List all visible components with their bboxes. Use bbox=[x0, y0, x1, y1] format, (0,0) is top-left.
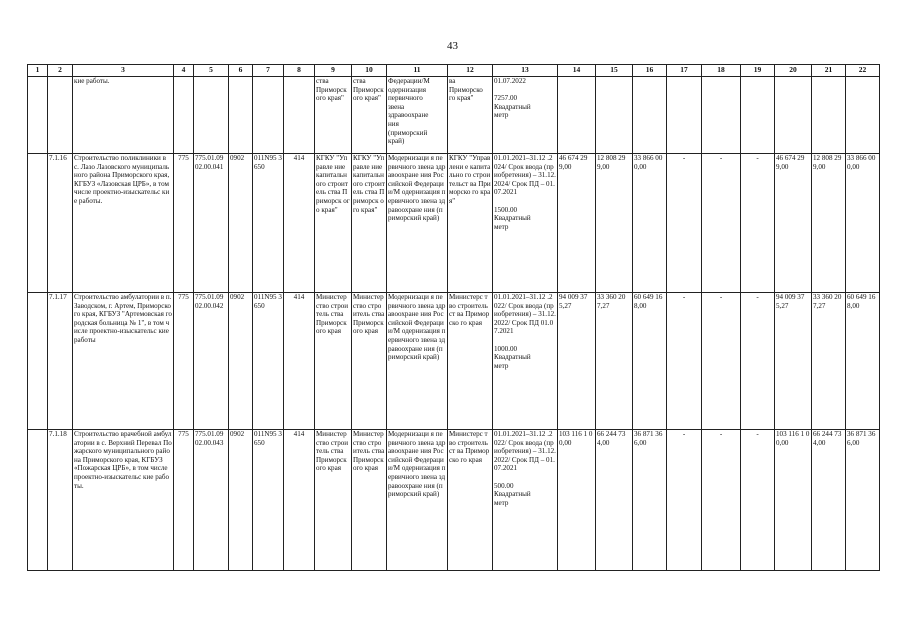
table-row bbox=[28, 430, 880, 571]
header-cell: 14 bbox=[558, 65, 596, 77]
cell-col10: Министер ство строитель ства Приморск ого края bbox=[352, 430, 387, 571]
header-cell: 13 bbox=[493, 65, 558, 77]
header-cell: 12 bbox=[448, 65, 493, 77]
cell-col6 bbox=[229, 77, 253, 154]
cell-col6: 0902 bbox=[229, 430, 253, 571]
cell-col8: 414 bbox=[284, 430, 315, 571]
cell-col5: 775.01.09 02.00.041 bbox=[194, 154, 229, 293]
cell-col1 bbox=[28, 430, 48, 571]
table-row bbox=[28, 293, 880, 430]
cell-col19: - bbox=[741, 293, 775, 430]
cell-col17: - bbox=[667, 154, 702, 293]
header-cell: 11 bbox=[387, 65, 448, 77]
header-cell: 6 bbox=[229, 65, 253, 77]
cell-col20 bbox=[775, 77, 812, 154]
header-cell: 8 bbox=[284, 65, 315, 77]
cell-col18: - bbox=[702, 293, 741, 430]
header-cell: 18 bbox=[702, 65, 741, 77]
cell-col22 bbox=[846, 77, 880, 154]
continuation-row bbox=[28, 77, 880, 154]
cell-col5: 775.01.09 02.00.042 bbox=[194, 293, 229, 430]
cell-col9: Министер ство строитель ства Приморск ого края bbox=[315, 293, 352, 430]
cell-col6: 0902 bbox=[229, 293, 253, 430]
cell-col4: 775 bbox=[174, 430, 194, 571]
cell-col10: Министер ство строитель ства Приморск ого края bbox=[352, 293, 387, 430]
cell-col22: 36 871 36 6,00 bbox=[846, 430, 880, 571]
header-cell: 21 bbox=[812, 65, 846, 77]
cell-col15: 66 244 73 4,00 bbox=[596, 430, 633, 571]
cell-col15 bbox=[596, 77, 633, 154]
cell-col2 bbox=[48, 77, 73, 154]
cell-col19 bbox=[741, 77, 775, 154]
header-cell: 15 bbox=[596, 65, 633, 77]
cell-object-name: Строительство амбулатории в п. Заводском, г. Артем, Приморского края, КГБУЗ "Артемовская городская больница № 1", в том числе проектно-изыскательс кие работы bbox=[73, 293, 174, 430]
cell-col14 bbox=[558, 77, 596, 154]
cell-col14: 94 009 37 5,27 bbox=[558, 293, 596, 430]
cell-item-number: 7.1.16 bbox=[48, 154, 73, 293]
cell-col21: 33 360 20 7,27 bbox=[812, 293, 846, 430]
header-cell: 4 bbox=[174, 65, 194, 77]
cell-col12: КГКУ "Управлени е капитально го строительст ва Приморско го края" bbox=[448, 154, 493, 293]
cell-col1 bbox=[28, 154, 48, 293]
cell-object-name: Строительство врачебной амбулатории в с. Верхний Перевал Пожарского муниципального района Приморского края, КГБУЗ «Пожарская ЦРБ», в том числе проектно-изыскательс кие работы. bbox=[73, 430, 174, 571]
header-cell: 2 bbox=[48, 65, 73, 77]
cell-col21: 66 244 73 4,00 bbox=[812, 430, 846, 571]
cell-col21 bbox=[812, 77, 846, 154]
cell-col8: 414 bbox=[284, 154, 315, 293]
header-cell: 20 bbox=[775, 65, 812, 77]
cell-col21: 12 808 29 9,00 bbox=[812, 154, 846, 293]
header-cell: 3 bbox=[73, 65, 174, 77]
cell-col20: 46 674 29 9,00 bbox=[775, 154, 812, 293]
header-cell: 17 bbox=[667, 65, 702, 77]
cell-col7 bbox=[253, 77, 284, 154]
cell-col17: - bbox=[667, 293, 702, 430]
cell-col12: ва Приморско го края" bbox=[448, 77, 493, 154]
cell-col16 bbox=[633, 77, 667, 154]
header-cell: 7 bbox=[253, 65, 284, 77]
cell-item-number: 7.1.18 bbox=[48, 430, 73, 571]
cell-col6: 0902 bbox=[229, 154, 253, 293]
cell-col9: ства Приморск ого края" bbox=[315, 77, 352, 154]
header-cell: 19 bbox=[741, 65, 775, 77]
cell-col11: Модернизаци я первичного звена здравоохране ния Российской Федерации/М одернизация первичного звена здравоохране ния (приморский край) bbox=[387, 154, 448, 293]
header-cell: 16 bbox=[633, 65, 667, 77]
cell-col5 bbox=[194, 77, 229, 154]
cell-col9: Министер ство строитель ства Приморск ого края bbox=[315, 430, 352, 571]
cell-col20: 94 009 37 5,27 bbox=[775, 293, 812, 430]
cell-col12: Министерс тво строительст ва Приморско го края bbox=[448, 430, 493, 571]
header-cell: 1 bbox=[28, 65, 48, 77]
cell-col10: КГКУ "Управле ние капитальн ого строитель ства Приморск ого края" bbox=[352, 154, 387, 293]
cell-col17: - bbox=[667, 430, 702, 571]
cell-col7: 011N95 3650 bbox=[253, 154, 284, 293]
cell-col5: 775.01.09 02.00.043 bbox=[194, 430, 229, 571]
cell-col11: Модернизаци я первичного звена здравоохране ния Российской Федерации/М одернизация первичного звена здравоохране ния (приморский край) bbox=[387, 430, 448, 571]
cell-col16: 36 871 36 6,00 bbox=[633, 430, 667, 571]
cell-col16: 33 866 00 0,00 bbox=[633, 154, 667, 293]
cell-col14: 103 116 1 00,00 bbox=[558, 430, 596, 571]
cell-col18 bbox=[702, 77, 741, 154]
cell-col15: 33 360 20 7,27 bbox=[596, 293, 633, 430]
cell-col4 bbox=[174, 77, 194, 154]
header-cell: 5 bbox=[194, 65, 229, 77]
cell-col22: 33 866 00 0,00 bbox=[846, 154, 880, 293]
cell-col13: 01.01.2021–31.12 .2024/ Срок ввода (приобретения) – 31.12.2024/ Срок ПД – 01.07.2021 1500.00 Квадратный метр bbox=[493, 154, 558, 293]
header-cell: 10 bbox=[352, 65, 387, 77]
cell-col11: Модернизаци я первичного звена здравоохране ния Российской Федерации/М одернизация первичного звена здравоохране ния (приморский край) bbox=[387, 293, 448, 430]
cell-col13: 01.01.2021–31.12 .2022/ Срок ввода (приобретения) – 31.12.2022/ Срок ПД – 01.07.2021 500.00 Квадратный метр bbox=[493, 430, 558, 571]
cell-col13: 01.01.2021–31.12 .2022/ Срок ввода (приобретения) – 31.12.2022/ Срок ПД 01.07.2021 1000.00 Квадратный метр bbox=[493, 293, 558, 430]
cell-item-number: 7.1.17 bbox=[48, 293, 73, 430]
cell-col8 bbox=[284, 77, 315, 154]
cell-col9: КГКУ "Управле ние капитальн ого строитель ства Приморск ого края" bbox=[315, 154, 352, 293]
cell-col18: - bbox=[702, 430, 741, 571]
cell-col20: 103 116 1 00,00 bbox=[775, 430, 812, 571]
cell-col4: 775 bbox=[174, 154, 194, 293]
cell-col14: 46 674 29 9,00 bbox=[558, 154, 596, 293]
cell-col17 bbox=[667, 77, 702, 154]
cell-col1 bbox=[28, 293, 48, 430]
cell-col15: 12 808 29 9,00 bbox=[596, 154, 633, 293]
table-row bbox=[28, 154, 880, 293]
page-number: 43 bbox=[447, 40, 458, 52]
cell-col18: - bbox=[702, 154, 741, 293]
cell-col22: 60 649 16 8,00 bbox=[846, 293, 880, 430]
cell-col12: Министерс тво строительст ва Приморско го края bbox=[448, 293, 493, 430]
cell-col7: 011N95 3650 bbox=[253, 293, 284, 430]
cell-col11: Федерации/М одернизация первичного звена здравоохране ния (приморский край) bbox=[387, 77, 448, 154]
cell-col1 bbox=[28, 77, 48, 154]
cell-col10: ства Приморск ого края" bbox=[352, 77, 387, 154]
cell-col19: - bbox=[741, 430, 775, 571]
cell-col13: 01.07.2022 7257.00 Квадратный метр bbox=[493, 77, 558, 154]
cell-col19: - bbox=[741, 154, 775, 293]
header-row bbox=[28, 65, 880, 77]
cell-object-name: кие работы. bbox=[73, 77, 174, 154]
budget-table bbox=[27, 64, 880, 571]
cell-col7: 011N95 3650 bbox=[253, 430, 284, 571]
header-cell: 9 bbox=[315, 65, 352, 77]
cell-col4: 775 bbox=[174, 293, 194, 430]
cell-object-name: Строительство поликлиники в с. Лазо Лазовского муниципального района Приморского края, КГБУЗ «Лазовская ЦРБ», в том числе проектно-изыскательс кие работы. bbox=[73, 154, 174, 293]
cell-col16: 60 649 16 8,00 bbox=[633, 293, 667, 430]
cell-col8: 414 bbox=[284, 293, 315, 430]
header-cell: 22 bbox=[846, 65, 880, 77]
